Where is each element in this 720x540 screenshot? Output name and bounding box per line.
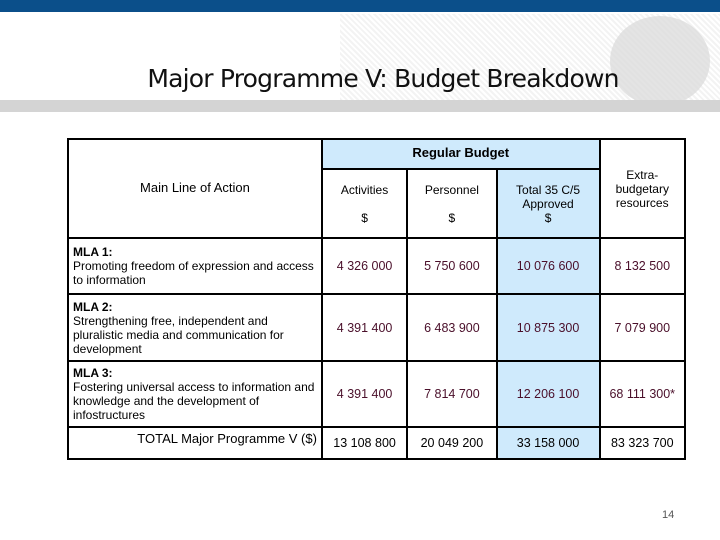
slide-title: Major Programme V: Budget Breakdown [147,64,619,93]
page-number: 14 [662,509,675,521]
table-row: MLA 3: Fostering universal access to information and knowledge and the development of infostructures 4 391 400 7 814 700 12 206 100 68 111 300* [68,361,685,427]
main-line-header: Main Line of Action [68,139,322,238]
total-header: Total 35 C/5 Approved $ [497,169,600,238]
activities-header: Activities $ [322,169,407,238]
extra-header: Extra-budgetary resources [600,139,685,238]
table-row: MLA 2: Strengthening free, independent and pluralistic media and communication for development 4 391 400 6 483 900 10 875 300 7 079 900 [68,294,685,361]
title-band [0,100,720,112]
budget-table [67,138,686,460]
table-row: MLA 1: Promoting freedom of expression and access to information 4 326 000 5 750 600 10 076 600 8 132 500 [68,238,685,294]
regular-budget-header: Regular Budget [322,139,600,169]
total-row: TOTAL Major Programme V ($) 13 108 800 20 049 200 33 158 000 83 323 700 [68,427,685,459]
personnel-header: Personnel $ [407,169,496,238]
top-bar [0,0,720,12]
